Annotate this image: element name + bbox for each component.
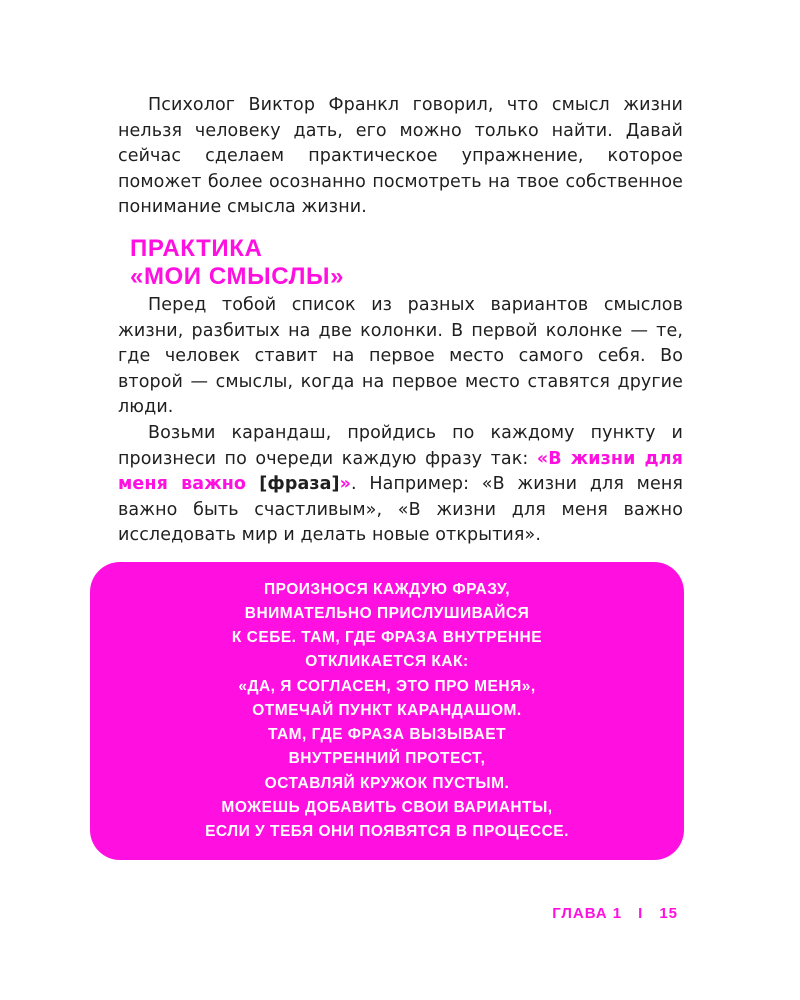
practice-heading-line2: «МОИ СМЫСЛЫ» (130, 263, 345, 290)
highlight-phrase-end: » (339, 474, 352, 494)
callout-line: ПРОИЗНОСЯ КАЖДУЮ ФРАЗУ, (263, 580, 511, 598)
callout-line: ОТКЛИКАЕТСЯ КАК: (305, 653, 469, 671)
instruction-callout (90, 562, 684, 860)
practice-heading-line1: ПРАКТИКА (130, 235, 263, 262)
callout-line: «ДА, Я СОГЛАСЕН, ЭТО ПРО МЕНЯ», (238, 677, 536, 695)
intro-text: Психолог Виктор Франкл говорил, что смысл жизни нельзя человеку дать, его можно только найти. Давай сейчас сделаем практическое упражнение, которое поможет более осознанно посмотреть на твое собственное понимание смысла жизни. (118, 95, 683, 217)
callout-line: ЕСЛИ У ТЕБЯ ОНИ ПОЯВЯТСЯ В ПРОЦЕССЕ. (205, 822, 569, 840)
intro-paragraph (118, 93, 683, 221)
chapter-label: ГЛАВА 1 (552, 905, 623, 922)
callout-line: ВНИМАТЕЛЬНО ПРИСЛУШИВАЙСЯ (244, 605, 530, 623)
highlight-phrase-placeholder: [фраза] (259, 474, 340, 494)
practice-para2-before: Возьми карандаш, пройдись по каждому пункту и произнеси по очереди каждую фразу так: (118, 423, 683, 469)
callout-line: ВНУТРЕННИЙ ПРОТЕСТ, (288, 750, 486, 768)
callout-line: К СЕБЕ. ТАМ, ГДЕ ФРАЗА ВНУТРЕННЕ (231, 629, 543, 647)
callout-line: МОЖЕШЬ ДОБАВИТЬ СВОИ ВАРИАНТЫ, (221, 798, 553, 816)
callout-line: ТАМ, ГДЕ ФРАЗА ВЫЗЫВАЕТ (267, 726, 507, 744)
callout-line: ОСТАВЛЯЙ КРУЖОК ПУСТЫМ. (264, 774, 510, 792)
highlight-phrase-start: «В жизни для меня важно (118, 448, 683, 494)
footer-separator: I (638, 905, 644, 922)
practice-paragraph-2 (118, 421, 683, 549)
page-number: 15 (659, 905, 678, 922)
practice-para2-after: . Например: «В жизни для меня важно быть счастливым», «В жизни для меня важно исследовать мир и делать новые открытия». (118, 474, 683, 545)
practice-heading (130, 235, 344, 291)
practice-paragraph-1 (118, 293, 683, 421)
practice-para1-text: Перед тобой список из разных вариантов смыслов жизни, разбитых на две колонки. В первой колонке — те, где человек ставит на первое место самого себя. Во второй — смыслы, когда на первое место ставятся другие люди. (118, 295, 683, 417)
callout-line: ОТМЕЧАЙ ПУНКТ КАРАНДАШОМ. (252, 701, 522, 719)
callout-text (205, 578, 569, 844)
page-footer (552, 905, 678, 922)
